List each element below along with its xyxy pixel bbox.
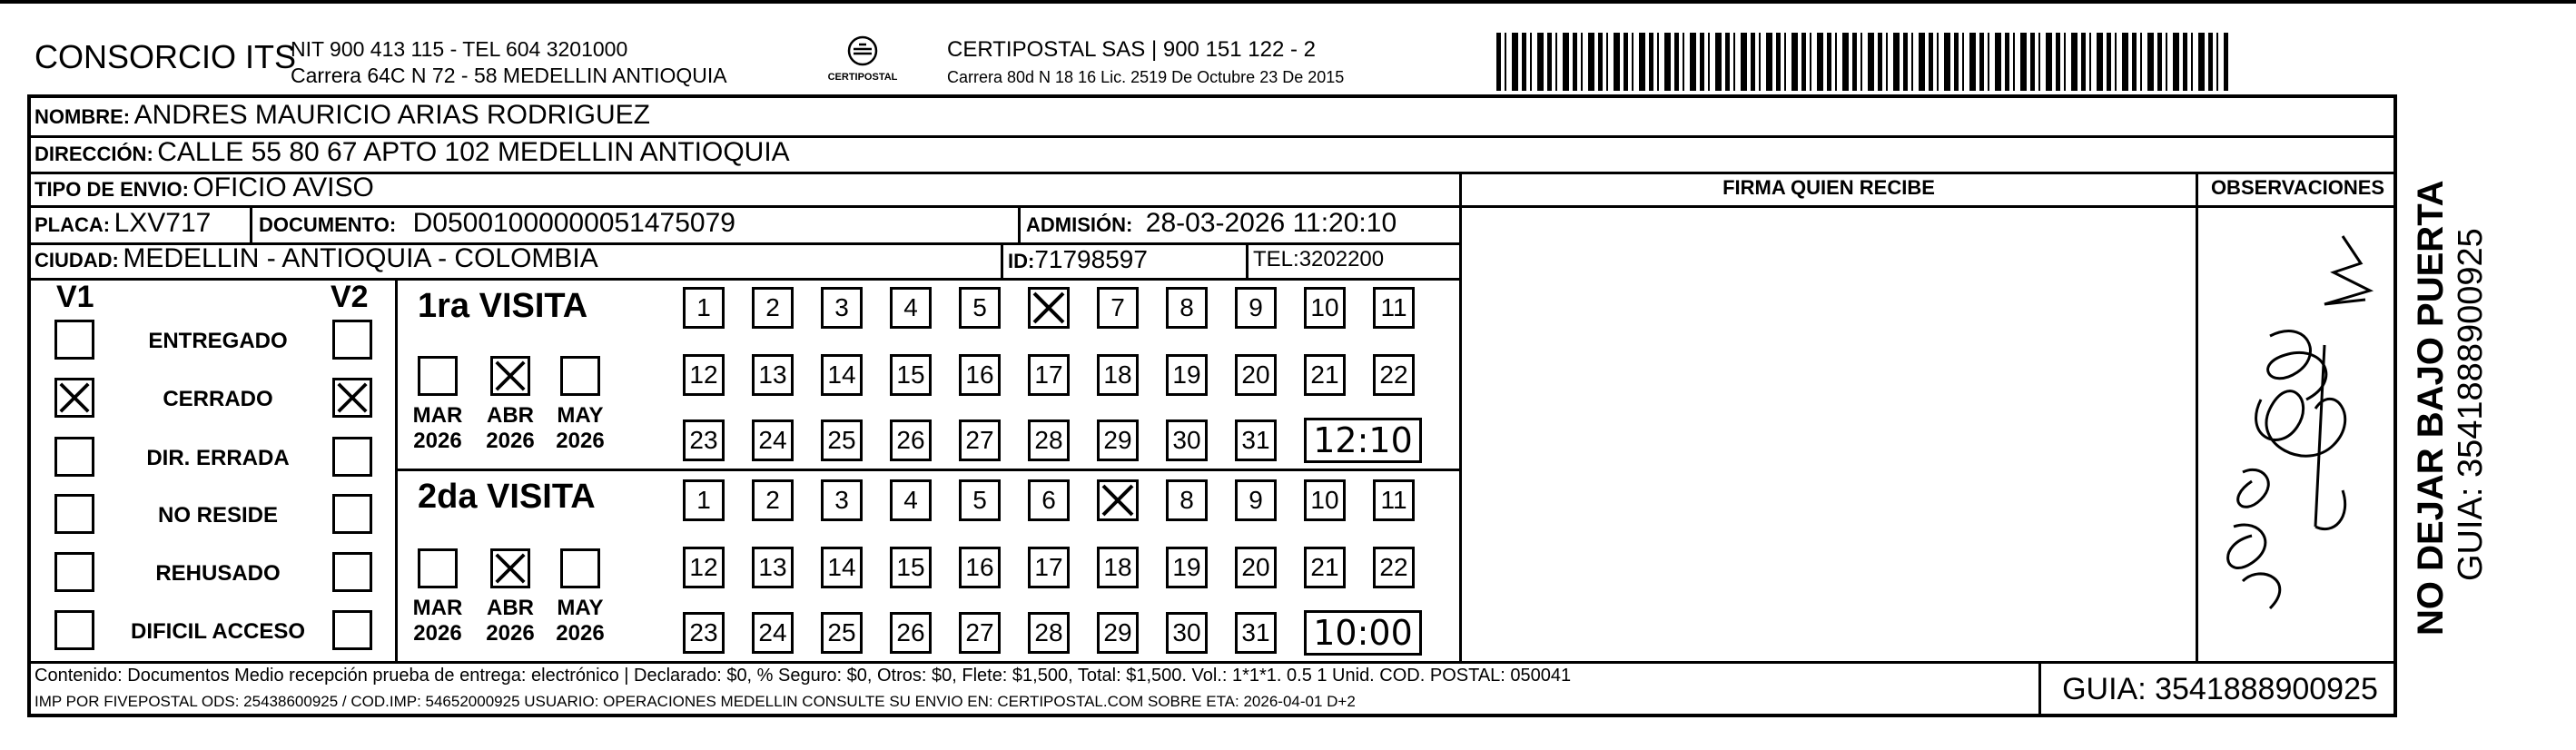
- month-checkbox[interactable]: [490, 356, 530, 396]
- row-line: [27, 172, 2397, 174]
- day-box[interactable]: 29: [1097, 419, 1139, 461]
- day-box[interactable]: [1097, 479, 1139, 521]
- day-box[interactable]: 11: [1373, 287, 1415, 329]
- day-box[interactable]: 23: [683, 612, 725, 654]
- status-label: NO RESIDE: [157, 503, 279, 528]
- day-box[interactable]: 11: [1373, 479, 1415, 521]
- placa-value: LXV717: [114, 208, 212, 238]
- id-label: ID:: [1008, 250, 1035, 272]
- day-box[interactable]: 15: [890, 354, 932, 396]
- day-box[interactable]: 12: [683, 354, 725, 396]
- day-box[interactable]: 1: [683, 287, 725, 329]
- month-year: 2026: [413, 429, 462, 453]
- direccion-label: DIRECCIÓN:: [35, 143, 153, 165]
- day-box[interactable]: 12: [683, 547, 725, 588]
- observaciones-header: OBSERVACIONES: [2210, 176, 2385, 199]
- month-checkbox[interactable]: [560, 548, 600, 588]
- footer-guia: GUIA: 3541888900925: [2062, 672, 2378, 706]
- col-line: [1001, 242, 1003, 278]
- day-box[interactable]: 13: [752, 547, 794, 588]
- side-guia: GUIA: 3541888900925: [2452, 228, 2490, 581]
- col-line: [1246, 242, 1249, 278]
- day-box[interactable]: 10: [1304, 479, 1346, 521]
- month-name: MAR: [412, 596, 463, 620]
- day-box[interactable]: 5: [959, 479, 1001, 521]
- tel-label: TEL:: [1253, 247, 1299, 271]
- month-name: MAY: [557, 403, 604, 428]
- id-cell: [1008, 245, 1148, 274]
- day-box[interactable]: 30: [1166, 419, 1208, 461]
- day-box[interactable]: 18: [1097, 547, 1139, 588]
- day-box[interactable]: 10: [1304, 287, 1346, 329]
- day-box[interactable]: 29: [1097, 612, 1139, 654]
- logo-text: CERTIPOSTAL: [827, 72, 898, 83]
- footer-content: Contenido: Documentos Medio recepción prueba de entrega: electrónico | Declarado: $0, % Seguro: $0, Otros: $0, Flete: $1,500, Total: $1,500. Vol.: 1*1*1. 0.5 1 Unid. COD. POSTAL: 050041: [35, 666, 1572, 686]
- nombre-row: [35, 100, 650, 131]
- ciudad-label: CIUDAD:: [35, 249, 119, 271]
- day-box[interactable]: 16: [959, 547, 1001, 588]
- status-label: ENTREGADO: [148, 329, 288, 353]
- direccion-row: [35, 137, 790, 168]
- v2-checkbox[interactable]: [332, 610, 372, 650]
- day-box[interactable]: 19: [1166, 354, 1208, 396]
- day-box[interactable]: 5: [959, 287, 1001, 329]
- footer-print-info: IMP POR FIVEPOSTAL ODS: 25438600925 / COD.IMP: 54652000925 USUARIO: OPERACIONES MEDELLIN CONSULTE SU ENVIO EN: CERTIPOSTAL.COM SOBRE ETA: 2026-04-01 D+2: [35, 693, 1356, 710]
- v1-checkbox[interactable]: [54, 378, 94, 418]
- top-border: [0, 0, 2576, 4]
- month-year: 2026: [486, 621, 535, 646]
- day-box[interactable]: 4: [890, 287, 932, 329]
- side-warning: NO DEJAR BAJO PUERTA: [2411, 180, 2451, 636]
- day-box[interactable]: 9: [1235, 287, 1277, 329]
- month-name: ABR: [487, 403, 534, 428]
- day-box[interactable]: 31: [1235, 612, 1277, 654]
- day-box[interactable]: 20: [1235, 354, 1277, 396]
- company-nit: NIT 900 413 115 - TEL 604 3201000: [291, 37, 628, 61]
- month-label: [474, 596, 547, 646]
- logo-icon: [844, 35, 881, 67]
- day-box[interactable]: 13: [752, 354, 794, 396]
- v1-checkbox[interactable]: [54, 552, 94, 592]
- admision-value: 28-03-2026 11:20:10: [1145, 208, 1397, 238]
- month-year: 2026: [556, 429, 605, 453]
- day-box[interactable]: 24: [752, 612, 794, 654]
- company-address: Carrera 64C N 72 - 58 MEDELLIN ANTIOQUIA: [291, 64, 727, 87]
- visit2-title: 2da VISITA: [418, 478, 596, 516]
- tel-cell: [1253, 247, 1384, 272]
- row-line: [1462, 205, 2397, 208]
- month-label: [474, 403, 547, 454]
- v2-checkbox[interactable]: [332, 437, 372, 477]
- status-label: DIFICIL ACCESO: [130, 619, 305, 644]
- month-year: 2026: [413, 621, 462, 646]
- day-box[interactable]: 24: [752, 419, 794, 461]
- v2-header: V2: [331, 280, 369, 314]
- v1-checkbox[interactable]: [54, 320, 94, 360]
- nombre-value: ANDRES MAURICIO ARIAS RODRIGUEZ: [133, 100, 650, 130]
- carrier-name: CERTIPOSTAL SAS | 900 151 122 - 2: [947, 37, 1316, 62]
- visit-time: 12:10: [1304, 418, 1422, 463]
- ciudad-value: MEDELLIN - ANTIOQUIA - COLOMBIA: [123, 243, 598, 273]
- row-line: [398, 469, 1462, 471]
- day-box[interactable]: 17: [1028, 547, 1070, 588]
- month-label: [544, 596, 617, 646]
- day-box[interactable]: 28: [1028, 419, 1070, 461]
- v1-checkbox[interactable]: [54, 494, 94, 534]
- day-box[interactable]: 23: [683, 419, 725, 461]
- month-label: [401, 403, 474, 454]
- col-line: [2038, 661, 2041, 717]
- id-value: 71798597: [1034, 245, 1148, 273]
- day-box[interactable]: 19: [1166, 547, 1208, 588]
- status-label: CERRADO: [163, 387, 273, 411]
- certipostal-logo: [826, 35, 899, 83]
- month-label: [401, 596, 474, 646]
- day-box[interactable]: 2: [752, 479, 794, 521]
- carrier-info: [947, 36, 1344, 91]
- signature-image: [2206, 218, 2388, 654]
- col-line: [250, 205, 252, 242]
- day-box[interactable]: 8: [1166, 287, 1208, 329]
- tipo-label: TIPO DE ENVIO:: [35, 178, 189, 201]
- company-name: CONSORCIO ITS: [35, 38, 297, 75]
- documento-value: D05001000000051475079: [412, 208, 735, 238]
- col-line: [1018, 205, 1021, 242]
- direccion-value: CALLE 55 80 67 APTO 102 MEDELLIN ANTIOQUIA: [157, 137, 790, 167]
- col-line: [1459, 172, 1462, 661]
- month-checkbox[interactable]: [418, 356, 458, 396]
- month-checkbox[interactable]: [490, 548, 530, 588]
- tipo-row: [35, 173, 374, 203]
- day-box[interactable]: 16: [959, 354, 1001, 396]
- month-year: 2026: [556, 621, 605, 646]
- day-box[interactable]: 9: [1235, 479, 1277, 521]
- v1-header: V1: [56, 280, 94, 314]
- month-name: MAY: [557, 596, 604, 620]
- day-box[interactable]: 7: [1097, 287, 1139, 329]
- month-name: ABR: [487, 596, 534, 620]
- tipo-value: OFICIO AVISO: [192, 173, 374, 202]
- documento-cell: [259, 208, 735, 239]
- visit1-title: 1ra VISITA: [418, 287, 588, 325]
- day-box[interactable]: 30: [1166, 612, 1208, 654]
- admision-cell: [1026, 208, 1397, 239]
- day-box[interactable]: 25: [821, 419, 863, 461]
- row-line: [27, 278, 1462, 281]
- day-box[interactable]: 8: [1166, 479, 1208, 521]
- day-box[interactable]: 27: [959, 419, 1001, 461]
- placa-cell: [35, 208, 211, 239]
- month-checkbox[interactable]: [418, 548, 458, 588]
- status-label: REHUSADO: [155, 561, 281, 586]
- placa-label: PLACA:: [35, 213, 111, 236]
- day-box[interactable]: 3: [821, 287, 863, 329]
- day-box[interactable]: 31: [1235, 419, 1277, 461]
- day-box[interactable]: 22: [1373, 547, 1415, 588]
- day-box[interactable]: 26: [890, 612, 932, 654]
- col-line: [2196, 172, 2198, 661]
- v2-checkbox[interactable]: [332, 552, 372, 592]
- barcode: [1496, 33, 2228, 91]
- day-box[interactable]: 26: [890, 419, 932, 461]
- day-box[interactable]: 28: [1028, 612, 1070, 654]
- admision-label: ADMISIÓN:: [1026, 213, 1133, 236]
- v2-checkbox[interactable]: [332, 494, 372, 534]
- row-line: [27, 661, 2397, 664]
- nombre-label: NOMBRE:: [35, 105, 131, 128]
- day-box[interactable]: 25: [821, 612, 863, 654]
- company-info: [291, 36, 727, 89]
- day-box[interactable]: 20: [1235, 547, 1277, 588]
- day-box[interactable]: 1: [683, 479, 725, 521]
- day-box[interactable]: 18: [1097, 354, 1139, 396]
- v2-checkbox[interactable]: [332, 320, 372, 360]
- col-line: [395, 278, 398, 661]
- documento-label: DOCUMENTO:: [259, 213, 397, 236]
- carrier-license: Carrera 80d N 18 16 Lic. 2519 De Octubre 23 De 2015: [947, 68, 1345, 86]
- month-label: [544, 403, 617, 454]
- day-box[interactable]: 14: [821, 547, 863, 588]
- month-checkbox[interactable]: [560, 356, 600, 396]
- day-box[interactable]: 6: [1028, 479, 1070, 521]
- v1-checkbox[interactable]: [54, 610, 94, 650]
- day-box[interactable]: 3: [821, 479, 863, 521]
- day-box[interactable]: 27: [959, 612, 1001, 654]
- day-box[interactable]: 21: [1304, 354, 1346, 396]
- day-box[interactable]: 14: [821, 354, 863, 396]
- firma-header: FIRMA QUIEN RECIBE: [1722, 176, 1935, 199]
- v1-checkbox[interactable]: [54, 437, 94, 477]
- day-box[interactable]: 4: [890, 479, 932, 521]
- day-box[interactable]: 2: [752, 287, 794, 329]
- month-year: 2026: [486, 429, 535, 453]
- day-box[interactable]: 17: [1028, 354, 1070, 396]
- day-box[interactable]: 15: [890, 547, 932, 588]
- day-box[interactable]: 21: [1304, 547, 1346, 588]
- tel-value: 3202200: [1298, 247, 1385, 271]
- day-box[interactable]: [1028, 287, 1070, 329]
- day-box[interactable]: 22: [1373, 354, 1415, 396]
- visit-time: 10:00: [1304, 610, 1422, 656]
- status-label: DIR. ERRADA: [146, 446, 290, 470]
- month-name: MAR: [412, 403, 463, 428]
- v2-checkbox[interactable]: [332, 378, 372, 418]
- ciudad-cell: [35, 243, 598, 274]
